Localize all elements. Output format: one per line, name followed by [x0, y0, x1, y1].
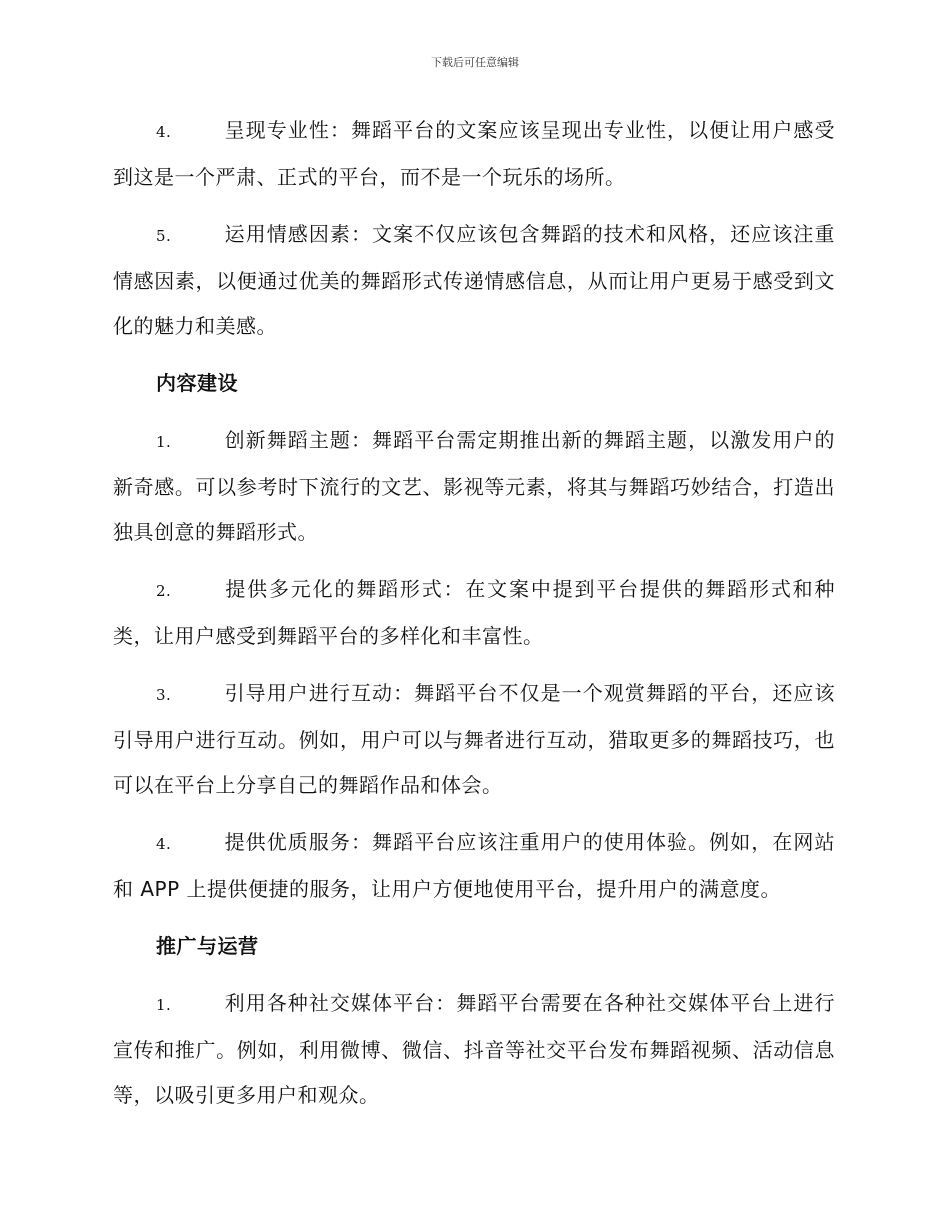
list-item [113, 671, 835, 808]
page-header: 下载后可任意编辑 [431, 56, 519, 69]
item-number: 1. [156, 433, 172, 451]
section-heading: 推广与运营 [156, 934, 259, 958]
item-number: 2. [156, 582, 172, 600]
list-item [113, 418, 835, 555]
item-text: 引导用户进行互动：舞蹈平台不仅是一个观赏舞蹈的平台，还应该引导用户进行互动。例如，用户可以与舞者进行互动，猎取更多的舞蹈技巧，也可以在平台上分享自己的舞蹈作品和体会。 [113, 681, 835, 797]
list-item [113, 820, 835, 912]
list-item [113, 212, 835, 349]
item-text: 提供优质服务：舞蹈平台应该注重用户的使用体验。例如，在网站和 APP 上提供便捷的服务，让用户方便地使用平台，提升用户的满意度。 [113, 830, 835, 901]
item-number: 1. [156, 996, 172, 1014]
item-text: 利用各种社交媒体平台：舞蹈平台需要在各种社交媒体平台上进行宣传和推广。例如，利用微博、微信、抖音等社交平台发布舞蹈视频、活动信息等，以吸引更多用户和观众。 [113, 991, 835, 1107]
item-number: 5. [156, 227, 172, 245]
item-text: 提供多元化的舞蹈形式：在文案中提到平台提供的舞蹈形式和种类，让用户感受到舞蹈平台的多样化和丰富性。 [113, 577, 835, 648]
item-number: 4. [156, 835, 172, 853]
item-text: 呈现专业性：舞蹈平台的文案应该呈现出专业性，以便让用户感受到这是一个严肃、正式的平台，而不是一个玩乐的场所。 [113, 118, 835, 189]
list-item [113, 567, 835, 659]
item-number: 3. [156, 686, 172, 704]
list-item [113, 981, 835, 1118]
item-text: 创新舞蹈主题：舞蹈平台需定期推出新的舞蹈主题，以激发用户的新奇感。可以参考时下流行的文艺、影视等元素，将其与舞蹈巧妙结合，打造出独具创意的舞蹈形式。 [113, 428, 835, 544]
item-number: 4. [156, 123, 172, 141]
section-heading: 内容建设 [156, 371, 238, 395]
document-body [113, 108, 835, 1130]
item-text: 运用情感因素：文案不仅应该包含舞蹈的技术和风格，还应该注重情感因素，以便通过优美的舞蹈形式传递情感信息，从而让用户更易于感受到文化的魅力和美感。 [113, 222, 835, 338]
list-item [113, 108, 835, 200]
